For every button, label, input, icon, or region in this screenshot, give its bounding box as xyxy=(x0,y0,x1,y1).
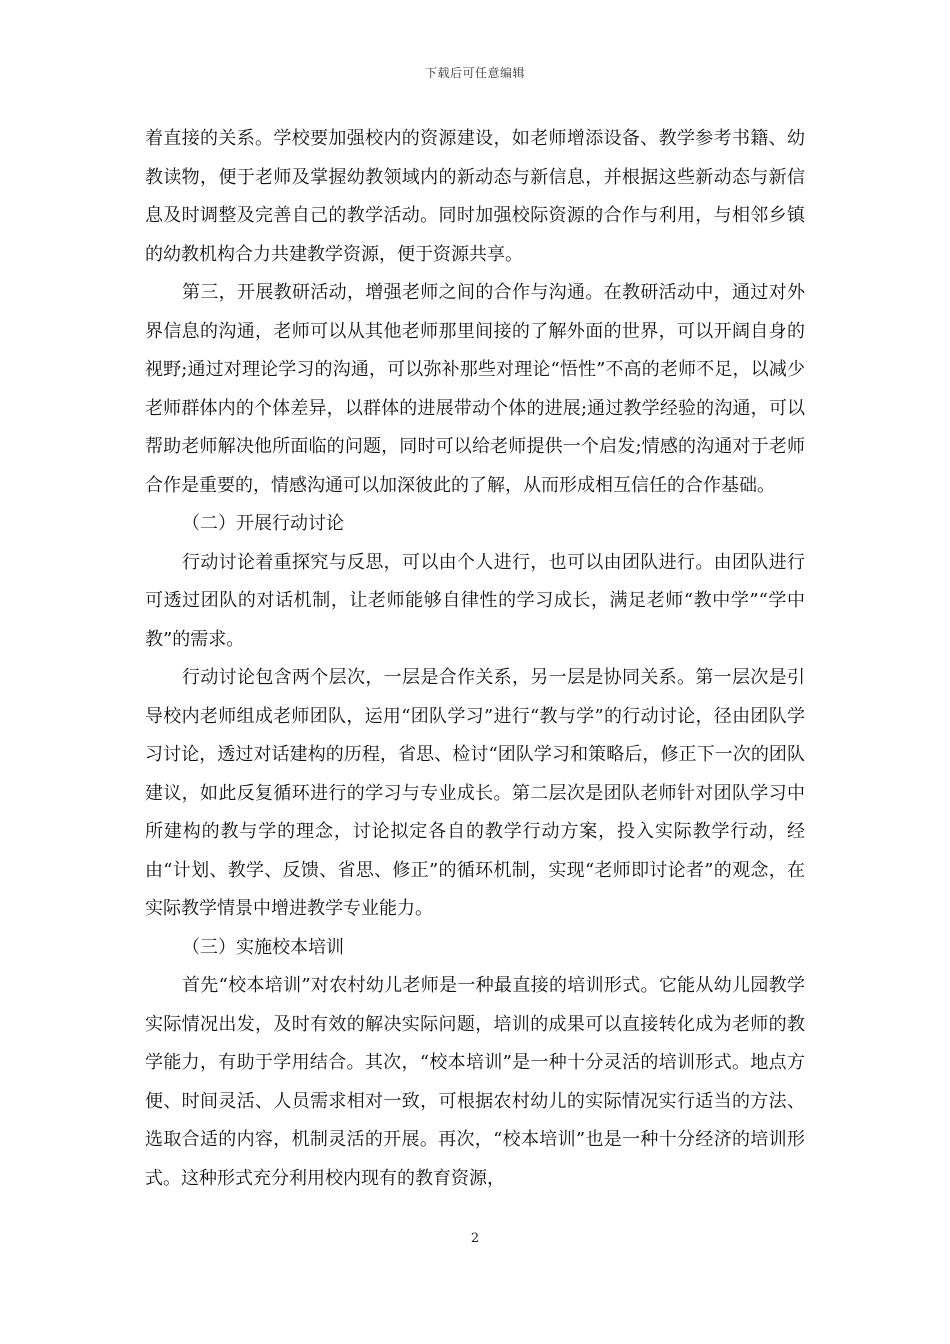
section-heading-action-research: （二）开展行动讨论 xyxy=(182,513,344,534)
paragraph-school-training: 首先“校本培训”对农村幼儿老师是一种最直接的培训形式。它能从幼儿园教学实际情况出发，及时有效的解决实际问题，培训的成果可以直接转化成为老师的教学能力，有助于学用结合。其次，“校本培训”是一种十分灵活的培训形式。地点方便、时间灵活、人员需求相对一致，可根据农村幼儿的实际情况实行适当的方法、选取合适的内容，机制灵活的开展。再次，“校本培训”也是一种十分经济的培训形式。这种形式充分利用校内现有的教育资源， xyxy=(145,975,805,1189)
page-number: 2 xyxy=(470,1231,480,1246)
document-body xyxy=(145,120,805,1198)
paragraph-teaching-research: 第三，开展教研活动，增强老师之间的合作与沟通。在教研活动中，通过对外界信息的沟通，老师可以从其他老师那里间接的了解外面的世界，可以开阔自身的视野;通过对理论学习的沟通，可以弥补那些对理论“悟性”不高的老师不足，以减少老师群体内的个体差异，以群体的进展带动个体的进展;通过教学经验的沟通，可以帮助老师解决他所面临的问题，同时可以给老师提供一个启发;情感的沟通对于老师合作是重要的，情感沟通可以加深彼此的了解，从而形成相互信任的合作基础。 xyxy=(145,282,805,496)
paragraph-action-research-intro: 行动讨论着重探究与反思，可以由个人进行，也可以由团队进行。由团队进行可透过团队的对话机制，让老师能够自律性的学习成长，满足老师“教中学”“学中教”的需求。 xyxy=(145,551,805,650)
paragraph-action-research-levels: 行动讨论包含两个层次，一层是合作关系，另一层是协同关系。第一层次是引导校内老师组成老师团队，运用“团队学习”进行“教与学”的行动讨论，径由团队学习讨论，透过对话建构的历程，省思、检讨“团队学习和策略后，修正下一次的团队建议，如此反复循环进行的学习与专业成长。第二层次是团队老师针对团队学习中所建构的教与学的理念，讨论拟定各自的教学行动方案，投入实际教学行动，经由“计划、教学、反馈、省思、修正”的循环机制，实现“老师即讨论者”的观念，在实际教学情景中增进教学专业能力。 xyxy=(145,667,805,919)
page-header: 下载后可任意编辑 xyxy=(424,66,525,80)
paragraph-resources: 着直接的关系。学校要加强校内的资源建设，如老师增添设备、教学参考书籍、幼教读物，便于老师及掌握幼教领域内的新动态与新信息，并根据这些新动态与新信息及时调整及完善自己的教学活动。同时加强校际资源的合作与利用，与相邻乡镇的幼教机构合力共建教学资源，便于资源共享。 xyxy=(145,128,805,265)
section-heading-school-training: （三）实施校本培训 xyxy=(182,936,344,958)
